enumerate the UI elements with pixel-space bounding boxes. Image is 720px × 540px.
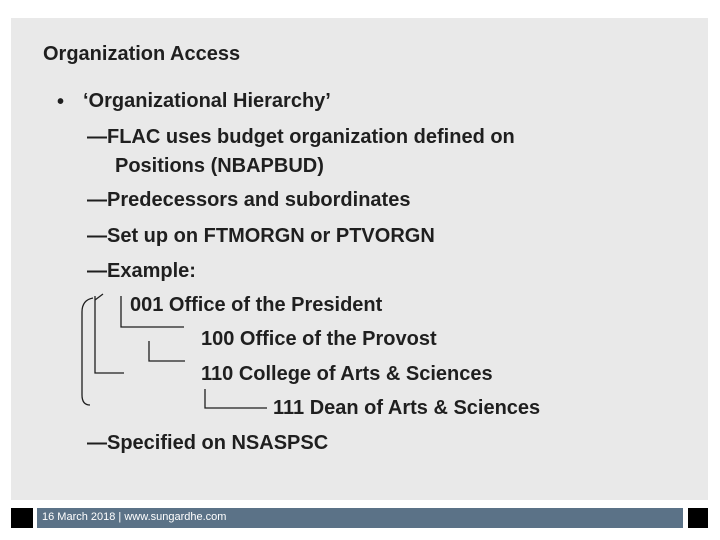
sub-item-flac: —FLAC uses budget organization defined on bbox=[87, 126, 515, 148]
slide-title: Organization Access bbox=[43, 43, 241, 65]
org-001-president: 001 Office of the President bbox=[130, 294, 383, 316]
footer-date-url: 16 March 2018 | www.sungardhe.com bbox=[42, 511, 227, 523]
sub-item-setup: —Set up on FTMORGN or PTVORGN bbox=[87, 225, 435, 247]
sub-item-specified: —Specified on NSASPSC bbox=[87, 432, 329, 454]
bullet-organizational-hierarchy: ‘Organizational Hierarchy’ bbox=[83, 90, 331, 112]
footer-right-block bbox=[688, 508, 708, 528]
sub-item-example: —Example: bbox=[87, 260, 196, 282]
sub-item-flac-continued: Positions (NBAPBUD) bbox=[115, 155, 324, 177]
org-111-dean: 111 Dean of Arts & Sciences bbox=[273, 397, 541, 419]
org-110-arts-sciences: 110 College of Arts & Sciences bbox=[201, 363, 493, 385]
footer-left-block bbox=[11, 508, 33, 528]
sub-item-predecessors: —Predecessors and subordinates bbox=[87, 189, 411, 211]
bullet-marker: • bbox=[57, 91, 65, 113]
org-100-provost: 100 Office of the Provost bbox=[201, 328, 437, 350]
